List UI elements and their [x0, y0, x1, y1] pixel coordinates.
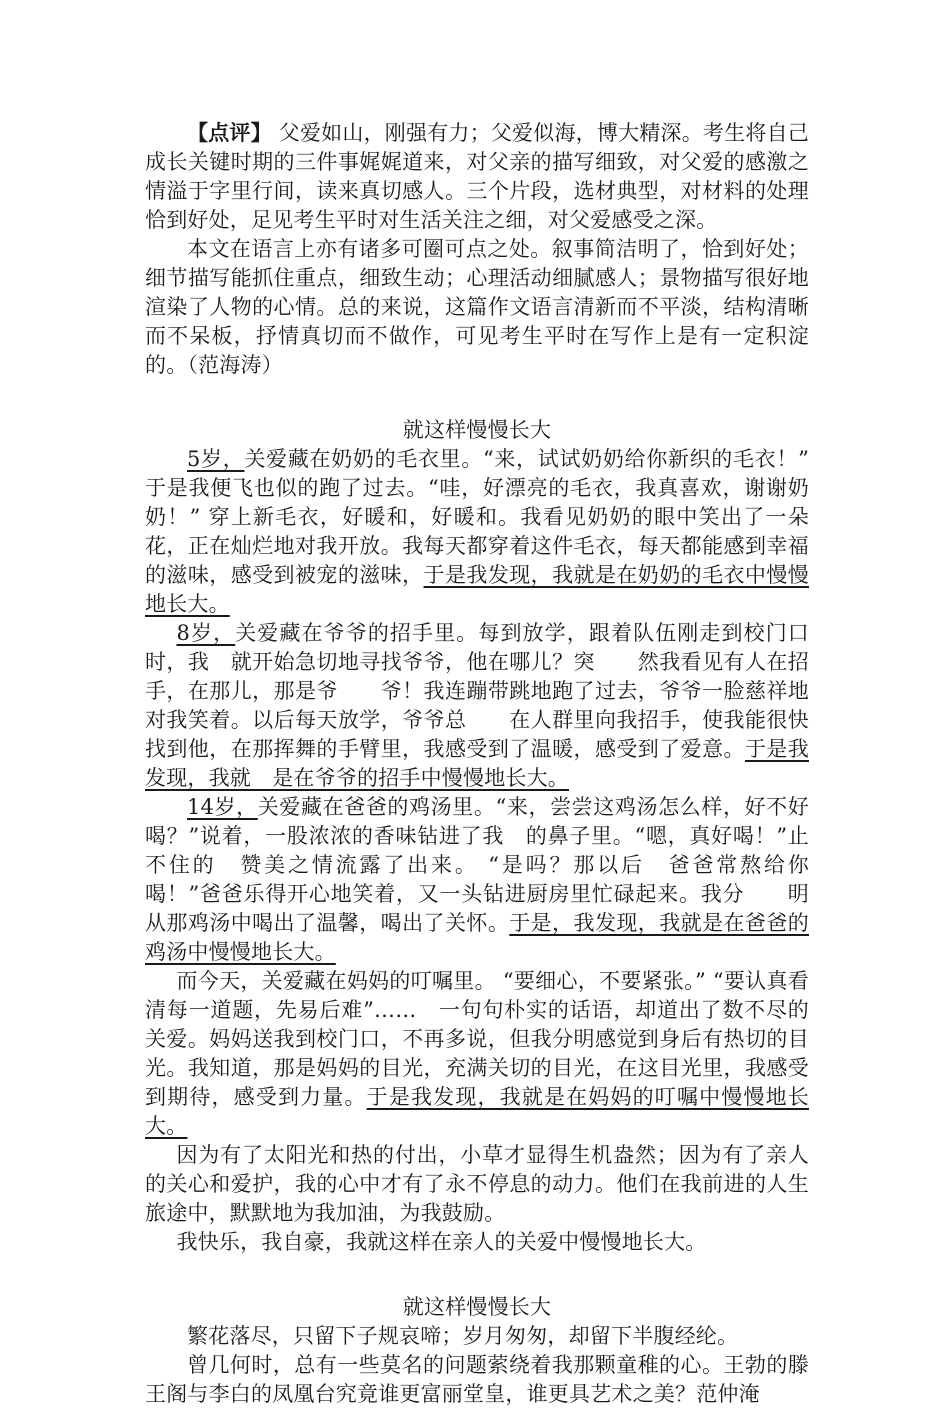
comment-paragraph-1 [145, 118, 809, 235]
essay1-section-4 [145, 967, 809, 1141]
essay2-paragraph-2: 曾几何时，总有一些莫名的问题萦绕着我那颗童稚的心。王勃的滕王阁与李白的凤凰台究竟谁更富丽堂皇，谁更具艺术之美？范仲淹 [145, 1353, 809, 1406]
essay1-paragraph-5: 因为有了太阳光和热的付出，小草才显得生机盎然；因为有了亲人的关心和爱护，我的心中才有了永不停息的动力。他们在我前进的人生旅途中，默默地为我加油，为我鼓励。 [145, 1143, 809, 1225]
s4-body: 关爱藏在妈妈的叮嘱里。 “要细心，不要紧张。” “要认真看清每一道题，先易后难”…… 一句句朴实的话语，却道出了数不尽的关爱。妈妈送我到校门口，不再多说，但我分明感觉到身后有热切的目光。我知道，那是妈妈的目光，充满关切的目光，在这目光里，我感受到期待，感受到力量。 [145, 969, 809, 1109]
s4-end: 于是我发现，我就是在妈妈的叮嘱中慢慢地长大。 [145, 1085, 809, 1138]
document-page [145, 118, 831, 1409]
s1-end: 于是我发现，我就是在奶奶的毛衣中慢慢地长大。 [145, 563, 809, 616]
s2-end: 于是我发现，我就 是在爷爷的招手中慢慢地长大。 [145, 737, 809, 790]
comment-label: 【点评】 [187, 120, 272, 145]
essay1-section-3 [145, 793, 831, 967]
s2-lead: 8岁， [176, 621, 236, 645]
essay1-section-1 [145, 445, 809, 619]
comment-text-1: 父爱如山，刚强有力；父爱似海，博大精深。考生将自己成长关键时期的三件事娓娓道来，对父亲的描写细致，对父爱的感激之情溢于字里行间，读来真切感人。三个片段，选材典型，对材料的处理恰到好处，足见考生平时对生活关注之细，对父爱感受之深。 [145, 121, 809, 232]
s3-body: 关爱藏在爸爸的鸡汤里。“来，尝尝这鸡汤怎么样，好不好 喝？”说着，一股浓浓的香味钻进了我 的鼻子里。“嗯，真好喝！”止不住的 赞美之情流露了出来。 “是吗？那以后 爸爸常熬给你喝！”爸爸乐得开心地笑着，又一头钻进厨房里忙碌起来。我分 明从那鸡汤中喝出了温馨，喝出了关怀。 [145, 795, 831, 935]
s4-lead: 而今天， [176, 969, 262, 993]
essay1-section-2 [145, 619, 809, 793]
s2-body: 关爱藏在爷爷的招手里。每到放学，跟着队伍刚走到校门口时，我 就开始急切地寻找爷爷，他在哪儿？突 然我看见有人在招手，在那儿，那是爷 爷！我连蹦带跳地跑了过去，爷爷一脸慈祥地对我笑着。以后每天放学，爷爷总 在人群里向我招手，使我能很快找到他，在那挥舞的手臂里，我感受到了温暖，感受到了爱意。 [145, 621, 809, 761]
essay2-paragraph-1: 繁花落尽，只留下子规哀啼；岁月匆匆，却留下半腹经纶。 [187, 1324, 739, 1348]
s1-body: 关爱藏在奶奶的毛衣里。“来，试试奶奶给你新织的毛衣！” 于是我便飞也似的跑了过去。“哇，好漂亮的毛衣，我真喜欢，谢谢奶奶！” 穿上新毛衣，好暖和，好暖和。我看见奶奶的眼中笑出了一朵花，正在灿烂地对我开放。我每天都穿着这件毛衣，每天都能感到幸福的滋味，感受到被宠的滋味， [145, 447, 809, 587]
essay2-title: 就这样慢慢长大 [402, 1295, 552, 1319]
s3-lead: 14岁， [187, 795, 258, 819]
essay1-title: 就这样慢慢长大 [402, 418, 552, 442]
comment-paragraph-2: 本文在语言上亦有诸多可圈可点之处。叙事简洁明了，恰到好处；细节描写能抓住重点，细致生动；心理活动细腻感人；景物描写很好地渲染了人物的心情。总的来说，这篇作文语言清新而不平淡，结构清晰而不呆板，抒情真切而不做作，可见考生平时在写作上是有一定积淀的。（范海涛） [145, 237, 809, 377]
s1-lead: 5岁， [187, 447, 245, 471]
s3-end: 于是，我发现，我就是在爸爸的鸡汤中慢慢地长大。 [145, 911, 809, 964]
essay1-paragraph-6: 我快乐，我自豪，我就这样在亲人的关爱中慢慢地长大。 [176, 1230, 707, 1254]
